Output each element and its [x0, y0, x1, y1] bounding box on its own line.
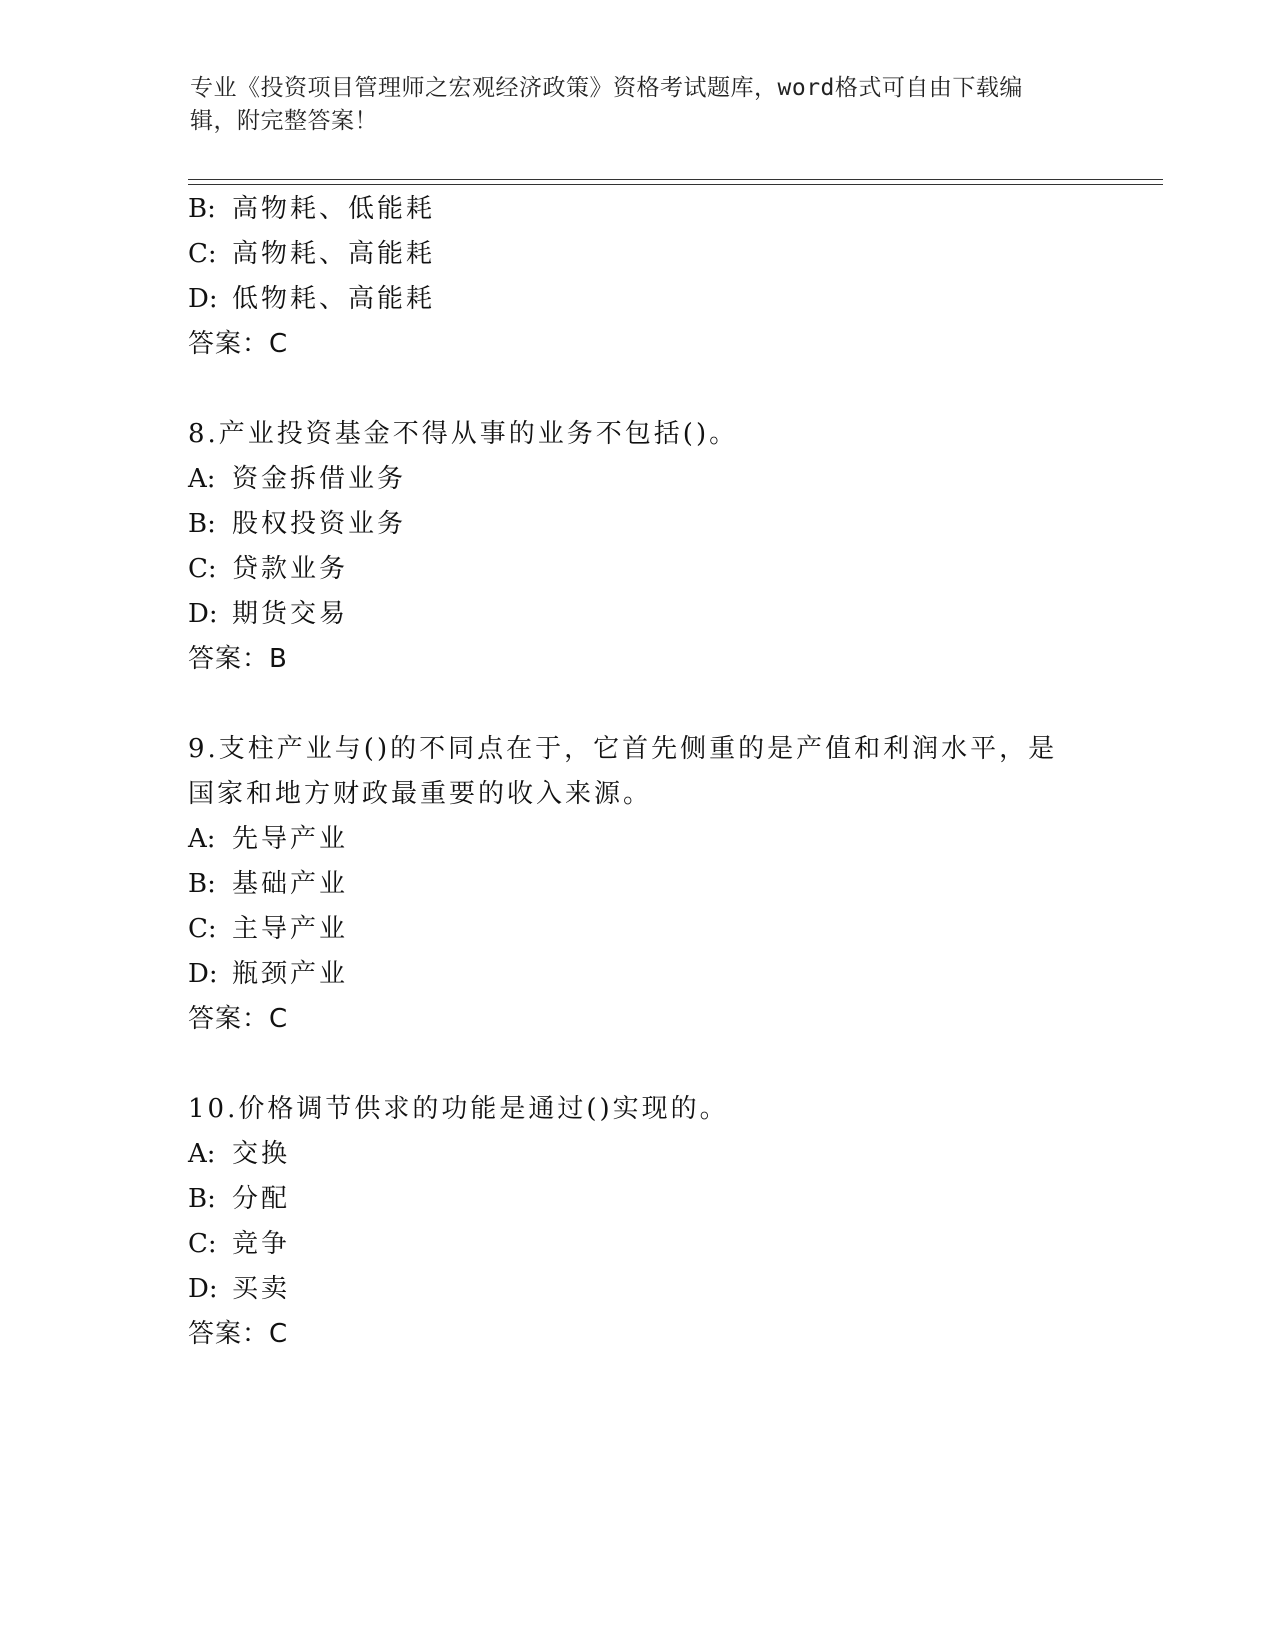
option-d: [188, 282, 435, 316]
option-letter: D:: [188, 599, 218, 629]
option-text: 瓶颈产业: [232, 959, 349, 989]
option-letter: B:: [188, 194, 216, 224]
answer-line: 答案：C: [188, 1004, 289, 1034]
option-text: 先导产业: [232, 824, 349, 854]
option-letter: C:: [188, 239, 217, 269]
option-c: [188, 237, 435, 271]
header-divider-bottom: [188, 184, 1163, 185]
header-line-1: 专业《投资项目管理师之宏观经济政策》资格考试题库，word格式可自由下载编: [190, 75, 1023, 101]
answer-line: 答案：C: [188, 329, 289, 359]
question-stem: 9.支柱产业与()的不同点在于，它首先侧重的是产值和利润水平，是: [188, 734, 1058, 764]
option-text: 基础产业: [232, 869, 349, 899]
option-letter: A:: [188, 824, 216, 854]
option-letter: D:: [188, 1274, 218, 1304]
option-letter: D:: [188, 284, 218, 314]
question-stem-continued: 国家和地方财政最重要的收入来源。: [188, 779, 653, 809]
option-text: 分配: [232, 1184, 291, 1214]
document-header: [190, 72, 1090, 138]
option-d: [188, 957, 348, 991]
answer-line: 答案：B: [188, 644, 288, 674]
option-letter: C:: [188, 1229, 217, 1259]
option-a: [188, 462, 406, 496]
option-letter: B:: [188, 869, 216, 899]
option-text: 交换: [232, 1139, 291, 1169]
header-line-2: 辑，附完整答案！: [190, 108, 378, 134]
option-d: [188, 1272, 290, 1306]
option-letter: D:: [188, 959, 218, 989]
option-letter: B:: [188, 509, 216, 539]
option-b: [188, 507, 406, 541]
option-c: [188, 912, 348, 946]
option-text: 竞争: [232, 1229, 291, 1259]
option-text: 买卖: [232, 1274, 291, 1304]
option-text: 股权投资业务: [232, 509, 407, 539]
option-letter: C:: [188, 554, 217, 584]
option-letter: B:: [188, 1184, 216, 1214]
option-c: [188, 1227, 290, 1261]
option-a: [188, 1137, 290, 1171]
option-text: 高物耗、高能耗: [232, 239, 436, 269]
header-divider-top: [188, 179, 1163, 180]
question-stem: 10.价格调节供求的功能是通过()实现的。: [188, 1094, 729, 1124]
answer-line: 答案：C: [188, 1319, 289, 1349]
option-b: [188, 192, 435, 226]
option-text: 低物耗、高能耗: [232, 284, 436, 314]
option-c: [188, 552, 348, 586]
question-stem: 8.产业投资基金不得从事的业务不包括()。: [188, 419, 739, 449]
option-text: 资金拆借业务: [232, 464, 407, 494]
option-a: [188, 822, 348, 856]
option-text: 贷款业务: [232, 554, 349, 584]
option-b: [188, 867, 348, 901]
option-letter: A:: [188, 464, 216, 494]
option-text: 高物耗、低能耗: [232, 194, 436, 224]
option-d: [188, 597, 348, 631]
option-text: 期货交易: [232, 599, 349, 629]
option-letter: A:: [188, 1139, 216, 1169]
option-text: 主导产业: [232, 914, 349, 944]
option-b: [188, 1182, 290, 1216]
option-letter: C:: [188, 914, 217, 944]
